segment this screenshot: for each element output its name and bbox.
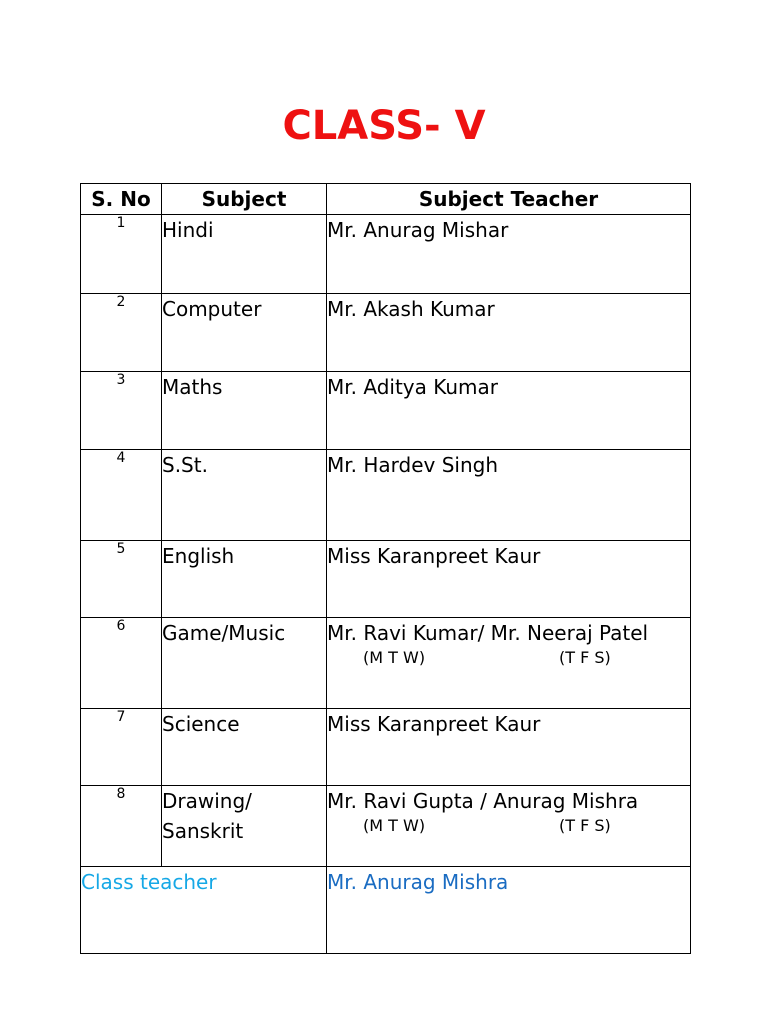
row-subject: Maths [162,372,327,450]
row-teacher: Miss Karanpreet Kaur [327,541,691,618]
row-sno: 7 [81,709,162,786]
row-subject-line1: Drawing/ [162,789,252,813]
days-left: (M T W) [363,648,426,667]
row-sno: 1 [81,215,162,294]
class-teacher-row [81,867,691,954]
row-sno: 3 [81,372,162,450]
row-subject-line2: Sanskrit [162,819,244,843]
class-teacher-name: Mr. Anurag Mishra [327,867,691,954]
row-teacher: Mr. Anurag Mishar [327,215,691,294]
row-subject: Science [162,709,327,786]
days-left: (M T W) [363,816,426,835]
row-subject: Computer [162,294,327,372]
row-subject: S.St. [162,450,327,541]
row-teacher: Mr. Ravi Gupta / Anurag Mishra [327,789,639,813]
table-row [81,709,691,786]
table-row [81,786,691,867]
row-teacher: Mr. Akash Kumar [327,294,691,372]
row-teacher: Mr. Ravi Kumar/ Mr. Neeraj Patel [327,621,649,645]
day-schedule [327,648,690,668]
table-row [81,618,691,709]
row-subject-cell [162,786,327,867]
row-sno: 4 [81,450,162,541]
row-teacher-cell [327,618,691,709]
page-title: CLASS- V [282,103,486,149]
header-sno: S. No [81,184,162,215]
row-subject: Game/Music [162,618,327,709]
table-row [81,541,691,618]
header-teacher: Subject Teacher [327,184,691,215]
table-row [81,450,691,541]
teacher-table [80,183,691,954]
days-right: (T F S) [559,816,611,835]
row-teacher: Miss Karanpreet Kaur [327,709,691,786]
day-schedule [327,816,690,836]
row-sno: 2 [81,294,162,372]
row-sno: 8 [81,786,162,867]
row-teacher: Mr. Hardev Singh [327,450,691,541]
days-right: (T F S) [559,648,611,667]
table-row [81,215,691,294]
row-teacher: Mr. Aditya Kumar [327,372,691,450]
row-sno: 5 [81,541,162,618]
row-subject: Hindi [162,215,327,294]
header-subject: Subject [162,184,327,215]
row-subject: English [162,541,327,618]
row-sno: 6 [81,618,162,709]
table-row [81,372,691,450]
class-teacher-label: Class teacher [81,867,327,954]
table-row [81,294,691,372]
table-header-row [81,184,691,215]
row-teacher-cell [327,786,691,867]
